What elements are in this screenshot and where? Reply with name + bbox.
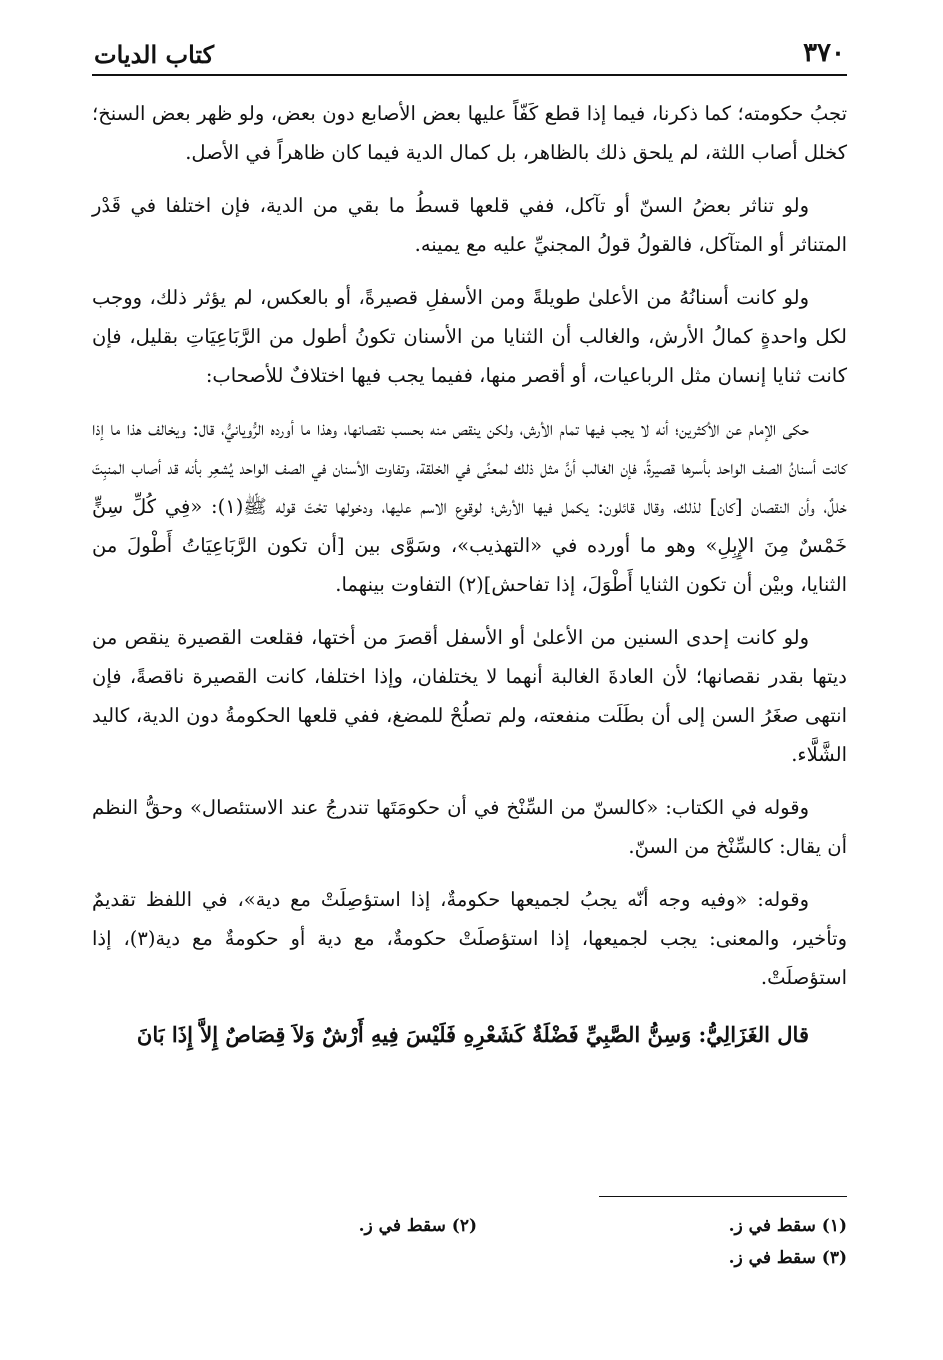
page-header (92, 36, 847, 76)
running-title: كتاب الديات (94, 40, 215, 69)
paragraph-3: ولو كانت أسنانُهُ من الأعلىٰ طويلةً ومن الأسفلِ قصيرةً، أو بالعكس، لم يؤثر ذلك، ووجب لكل واحدةٍ كمالُ الأرش، والغالب أن الثنايا من الأسنان تكونُ أطول من الرَّبَاعِيَاتِ بقليل، فإن كانت ثنايا إنسان مثل الرباعيات، أو أقصر منها، ففيما يجب فيها اختلافٌ للأصحاب: (92, 286, 847, 387)
paragraph-5: ولو كانت إحدى السنين من الأعلىٰ أو الأسفل أقصرَ من أختها، فقلعت القصيرة ينقص من ديتها بقدر نقصانها؛ لأن العادةَ الغالبة أنهما لا يختلفان، وإذا اختلفا، كانت القصيرة ناقصةً، فإن انتهى صغَرُ السن إلى أن بطَلَت منفعته، ولم تصلُحْ للمضغ، ففي قلعها الحكومةُ دون الدية، كاليد الشَّلَّاء. (92, 626, 847, 766)
footnote-3: (٣) سقط في ز. (728, 1248, 847, 1268)
footnote-divider (599, 1196, 847, 1197)
ghazali-quote: قال الغَزَالِيُّ: وَسِنُّ الصَّبِيِّ فَضْلَةٌ كَشَعْرِهِ فَلَيْسَ فِيهِ أَرْشٌ وَلاَ قِصَاصٌ إِلاَّ إِذَا بَانَ (136, 1022, 809, 1047)
footnote-row-1 (92, 1210, 847, 1242)
paragraph-4: حكى الإمام عن الأكثرين؛ أنه لا يجب فيها تمام الأرش، ولكن ينقص منه بحسب نقصانها، وهذا ما أورده الرُّويانيُّ، قال: ويخالف هذا ما إذا كانت أسنانُ الصف الواحد بأسرها قصيرةً، فإن الغالب أنَّ مثل ذلك لمعنًى في الخلقة، وتفاوت الأسنان في الصف الواحد يُشعِر بأنه قد أصاب المنبِتَ خللٌ، وأن النقصان [كان] لذلك، وقال قائلون: يكمل فيها الأرش؛ لوقوع الاسم عليها، ودخولها تحْتَ قوله ﷺ(١): «فِي كُلِّ سِنٍّ خَمْسٌ مِنَ الإِبِلِ» وهو ما أورده في «التهذيب»، وسَوَّى بين [أن تكون الرَّبَاعِيَاتُ أَطْولَ من الثنايا، وبيْن أن تكون الثنايا أَطْوَلَ، إذا تفاحش](٢) التفاوت بينهما. (92, 417, 847, 596)
paragraph-7: وقوله: «وفيه وجه أنّه يجبُ لجميعها حكومةٌ، إذا استؤصِلَتْ مع دية»، في اللفظ تقديمٌ وتأخير، والمعنى: يجب لجميعها، إذا استؤصلَتْ حكومةٌ، مع دية أو حكومةٌ مع دية(٣)، إذا استؤصلَتْ. (92, 888, 847, 989)
book-page (92, 36, 847, 1326)
paragraph-1: تجبُ حكومته؛ كما ذكرنا، فيما إذا قطع كَفّاً عليها بعض الأصابع دون بعض، ولو ظهر بعض السنخ؛ كخلل أصاب اللثة، لم يلحق ذلك بالظاهر، بل كمال الدية فيما كان ظاهراً في الأصل. (92, 102, 847, 164)
footnote-1: (١) سقط في ز. (728, 1216, 847, 1236)
footnotes (92, 1210, 847, 1274)
page-number: ٣٧٠ (803, 38, 845, 68)
paragraph-6: وقوله في الكتاب: «كالسنّ من السِّنْخ في أن حكومَتَها تندرجُ عند الاستئصال» وحقُّ النظم أن يقال: كالسِّنْخ من السنّ. (92, 796, 847, 858)
body-text (92, 94, 847, 1055)
footnote-2: (٢) سقط في ز. (358, 1216, 477, 1236)
footnote-row-2 (92, 1242, 847, 1274)
paragraph-2: ولو تناثر بعضُ السنّ أو تآكل، ففي قلعها قسطُ ما بقي من الدية، فإن اختلفا في قَدْر المتناثر أو المتآكل، فالقولُ قولُ المجنيِّ عليه مع يمينه. (92, 194, 847, 256)
